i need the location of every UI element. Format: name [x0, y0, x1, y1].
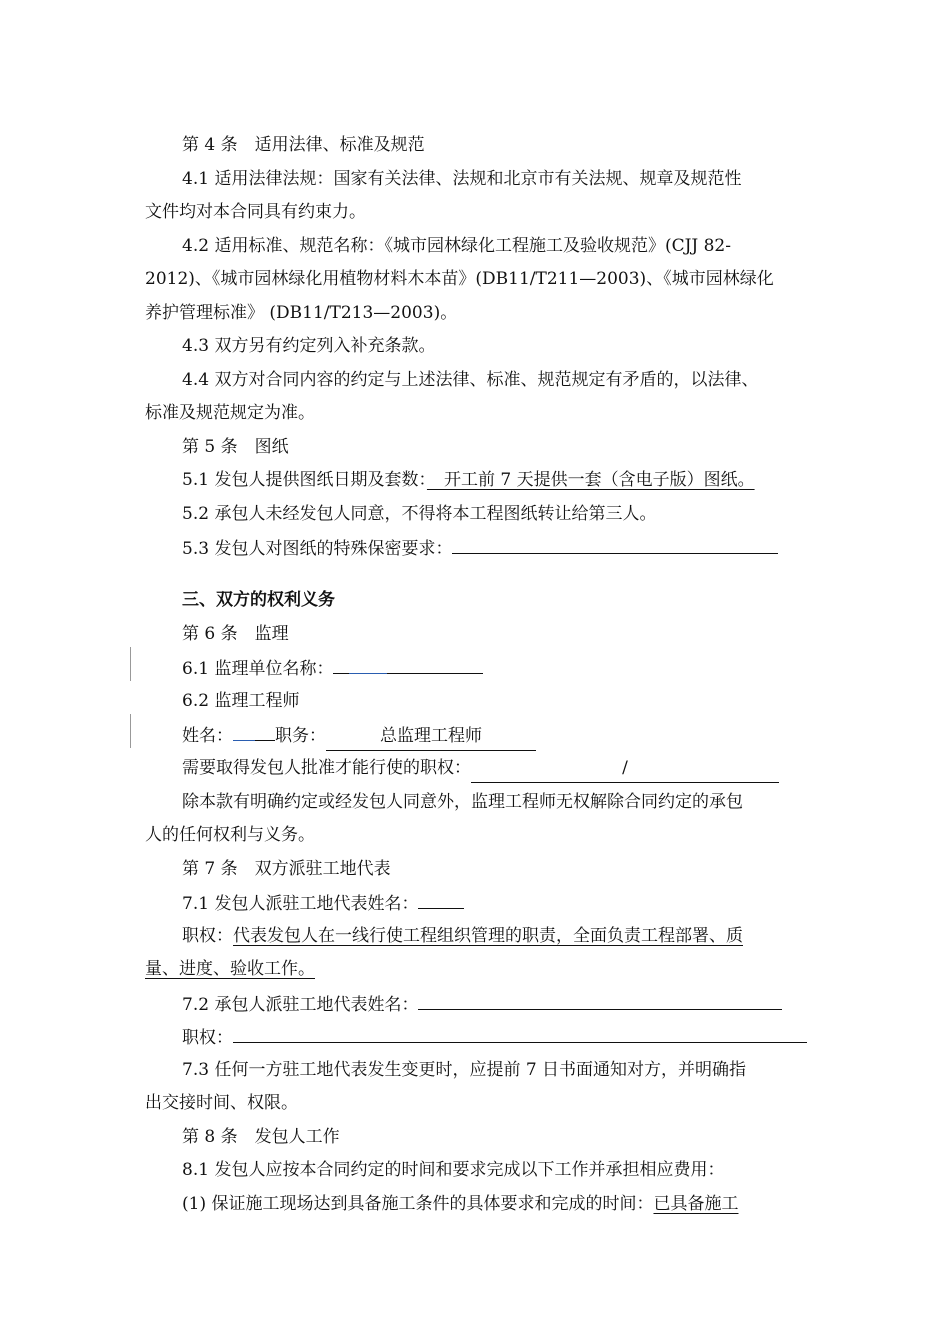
clause-6-3-line-1: 除本款有明确约定或经发包人同意外，监理工程师无权解除合同约定的承包 [182, 792, 743, 812]
clause-4-4-line-1: 4.4 双方对合同内容的约定与上述法律、标准、规范规定有矛盾的，以法律、 [182, 370, 759, 390]
article-5-heading: 第 5 条 图纸 [182, 437, 289, 457]
clause-4-2-line-2: 2012)、《城市园林绿化用植物材料木本苗》(DB11/T211—2003)、《城市园林绿化 [145, 269, 774, 289]
clause-7-3-line-1: 7.3 任何一方驻工地代表发生变更时，应提前 7 日书面通知对方，并明确指 [182, 1060, 747, 1080]
engineer-duty-value: 总监理工程师 [326, 724, 536, 751]
clause-4-3: 4.3 双方另有约定列入补充条款。 [182, 336, 436, 356]
engineer-duty-label: 职务： [275, 726, 326, 746]
contractor-rep-authority-label: 职权： [182, 1028, 233, 1048]
clause-8-1-item-1 [182, 1192, 808, 1218]
section-3-heading: 三、双方的权利义务 [182, 590, 335, 610]
engineer-name-label: 姓名： [182, 726, 233, 746]
clause-6-1-blank-b [349, 655, 387, 674]
contractor-rep-authority-blank [233, 1024, 807, 1043]
clause-7-3-line-2: 出交接时间、权限。 [145, 1093, 298, 1113]
clause-5-1-label: 5.1 发包人提供图纸日期及套数： [182, 470, 427, 490]
article-8-heading: 第 8 条 发包人工作 [182, 1127, 340, 1147]
employer-rep-authority-line-2 [145, 957, 808, 983]
clause-5-3-label: 5.3 发包人对图纸的特殊保密要求： [182, 539, 453, 559]
approval-powers-value: / [471, 756, 779, 783]
clause-6-1-blank-a [333, 655, 349, 674]
revision-marker [130, 714, 131, 748]
clause-6-3-line-2: 人的任何权利与义务。 [145, 825, 315, 845]
revision-marker [130, 647, 131, 681]
employer-rep-authority-value-1: 代表发包人在一线行使工程组织管理的职责，全面负责工程部署、质 [233, 926, 743, 946]
employer-rep-authority-label: 职权： [182, 926, 233, 946]
approval-powers-label: 需要取得发包人批准才能行使的职权： [182, 758, 471, 778]
clause-4-1-line-2: 文件均对本合同具有约束力。 [145, 202, 366, 222]
contractor-rep-authority [182, 1024, 808, 1050]
clause-7-2-label: 7.2 承包人派驻工地代表姓名： [182, 995, 419, 1015]
employer-rep-authority [182, 924, 808, 950]
clause-8-1-item-1-value: 已具备施工 [653, 1194, 739, 1214]
engineer-name-blank-a [233, 722, 255, 741]
clause-6-2: 6.2 监理工程师 [182, 691, 300, 711]
engineer-name-blank-b [255, 722, 275, 741]
article-7-heading: 第 7 条 双方派驻工地代表 [182, 859, 391, 879]
approval-powers-line [182, 756, 808, 782]
clause-7-2-blank [418, 991, 782, 1010]
clause-5-3 [182, 535, 808, 561]
article-4-heading: 第 4 条 适用法律、标准及规范 [182, 135, 425, 155]
clause-6-1-label: 6.1 监理单位名称： [182, 659, 334, 679]
clause-7-1 [182, 890, 808, 916]
clause-4-1-line-1: 4.1 适用法律法规：国家有关法律、法规和北京市有关法规、规章及规范性 [182, 169, 742, 189]
clause-4-2-line-1: 4.2 适用标准、规范名称：《城市园林绿化工程施工及验收规范》(CJJ 82- [182, 236, 731, 256]
employer-rep-authority-value-2: 量、进度、验收工作。 [145, 959, 315, 979]
clause-7-1-blank [418, 890, 464, 909]
clause-5-1-value: 开工前 7 天提供一套（含电子版）图纸。 [426, 470, 755, 490]
clause-5-2: 5.2 承包人未经发包人同意，不得将本工程图纸转让给第三人。 [182, 504, 657, 524]
article-6-heading: 第 6 条 监理 [182, 624, 289, 644]
clause-8-1: 8.1 发包人应按本合同约定的时间和要求完成以下工作并承担相应费用： [182, 1160, 725, 1180]
clause-4-4-line-2: 标准及规范规定为准。 [145, 403, 315, 423]
clause-4-2-line-3: 养护管理标准》 (DB11/T213—2003)。 [145, 303, 458, 323]
clause-5-3-blank [452, 535, 778, 554]
engineer-line [182, 722, 808, 748]
clause-7-1-label: 7.1 发包人派驻工地代表姓名： [182, 894, 419, 914]
clause-6-1-blank-c [387, 655, 483, 674]
clause-7-2 [182, 991, 808, 1017]
clause-6-1 [182, 655, 808, 681]
clause-8-1-item-1-label: (1) 保证施工现场达到具备施工条件的具体要求和完成的时间： [182, 1194, 654, 1214]
clause-5-1 [182, 468, 808, 494]
